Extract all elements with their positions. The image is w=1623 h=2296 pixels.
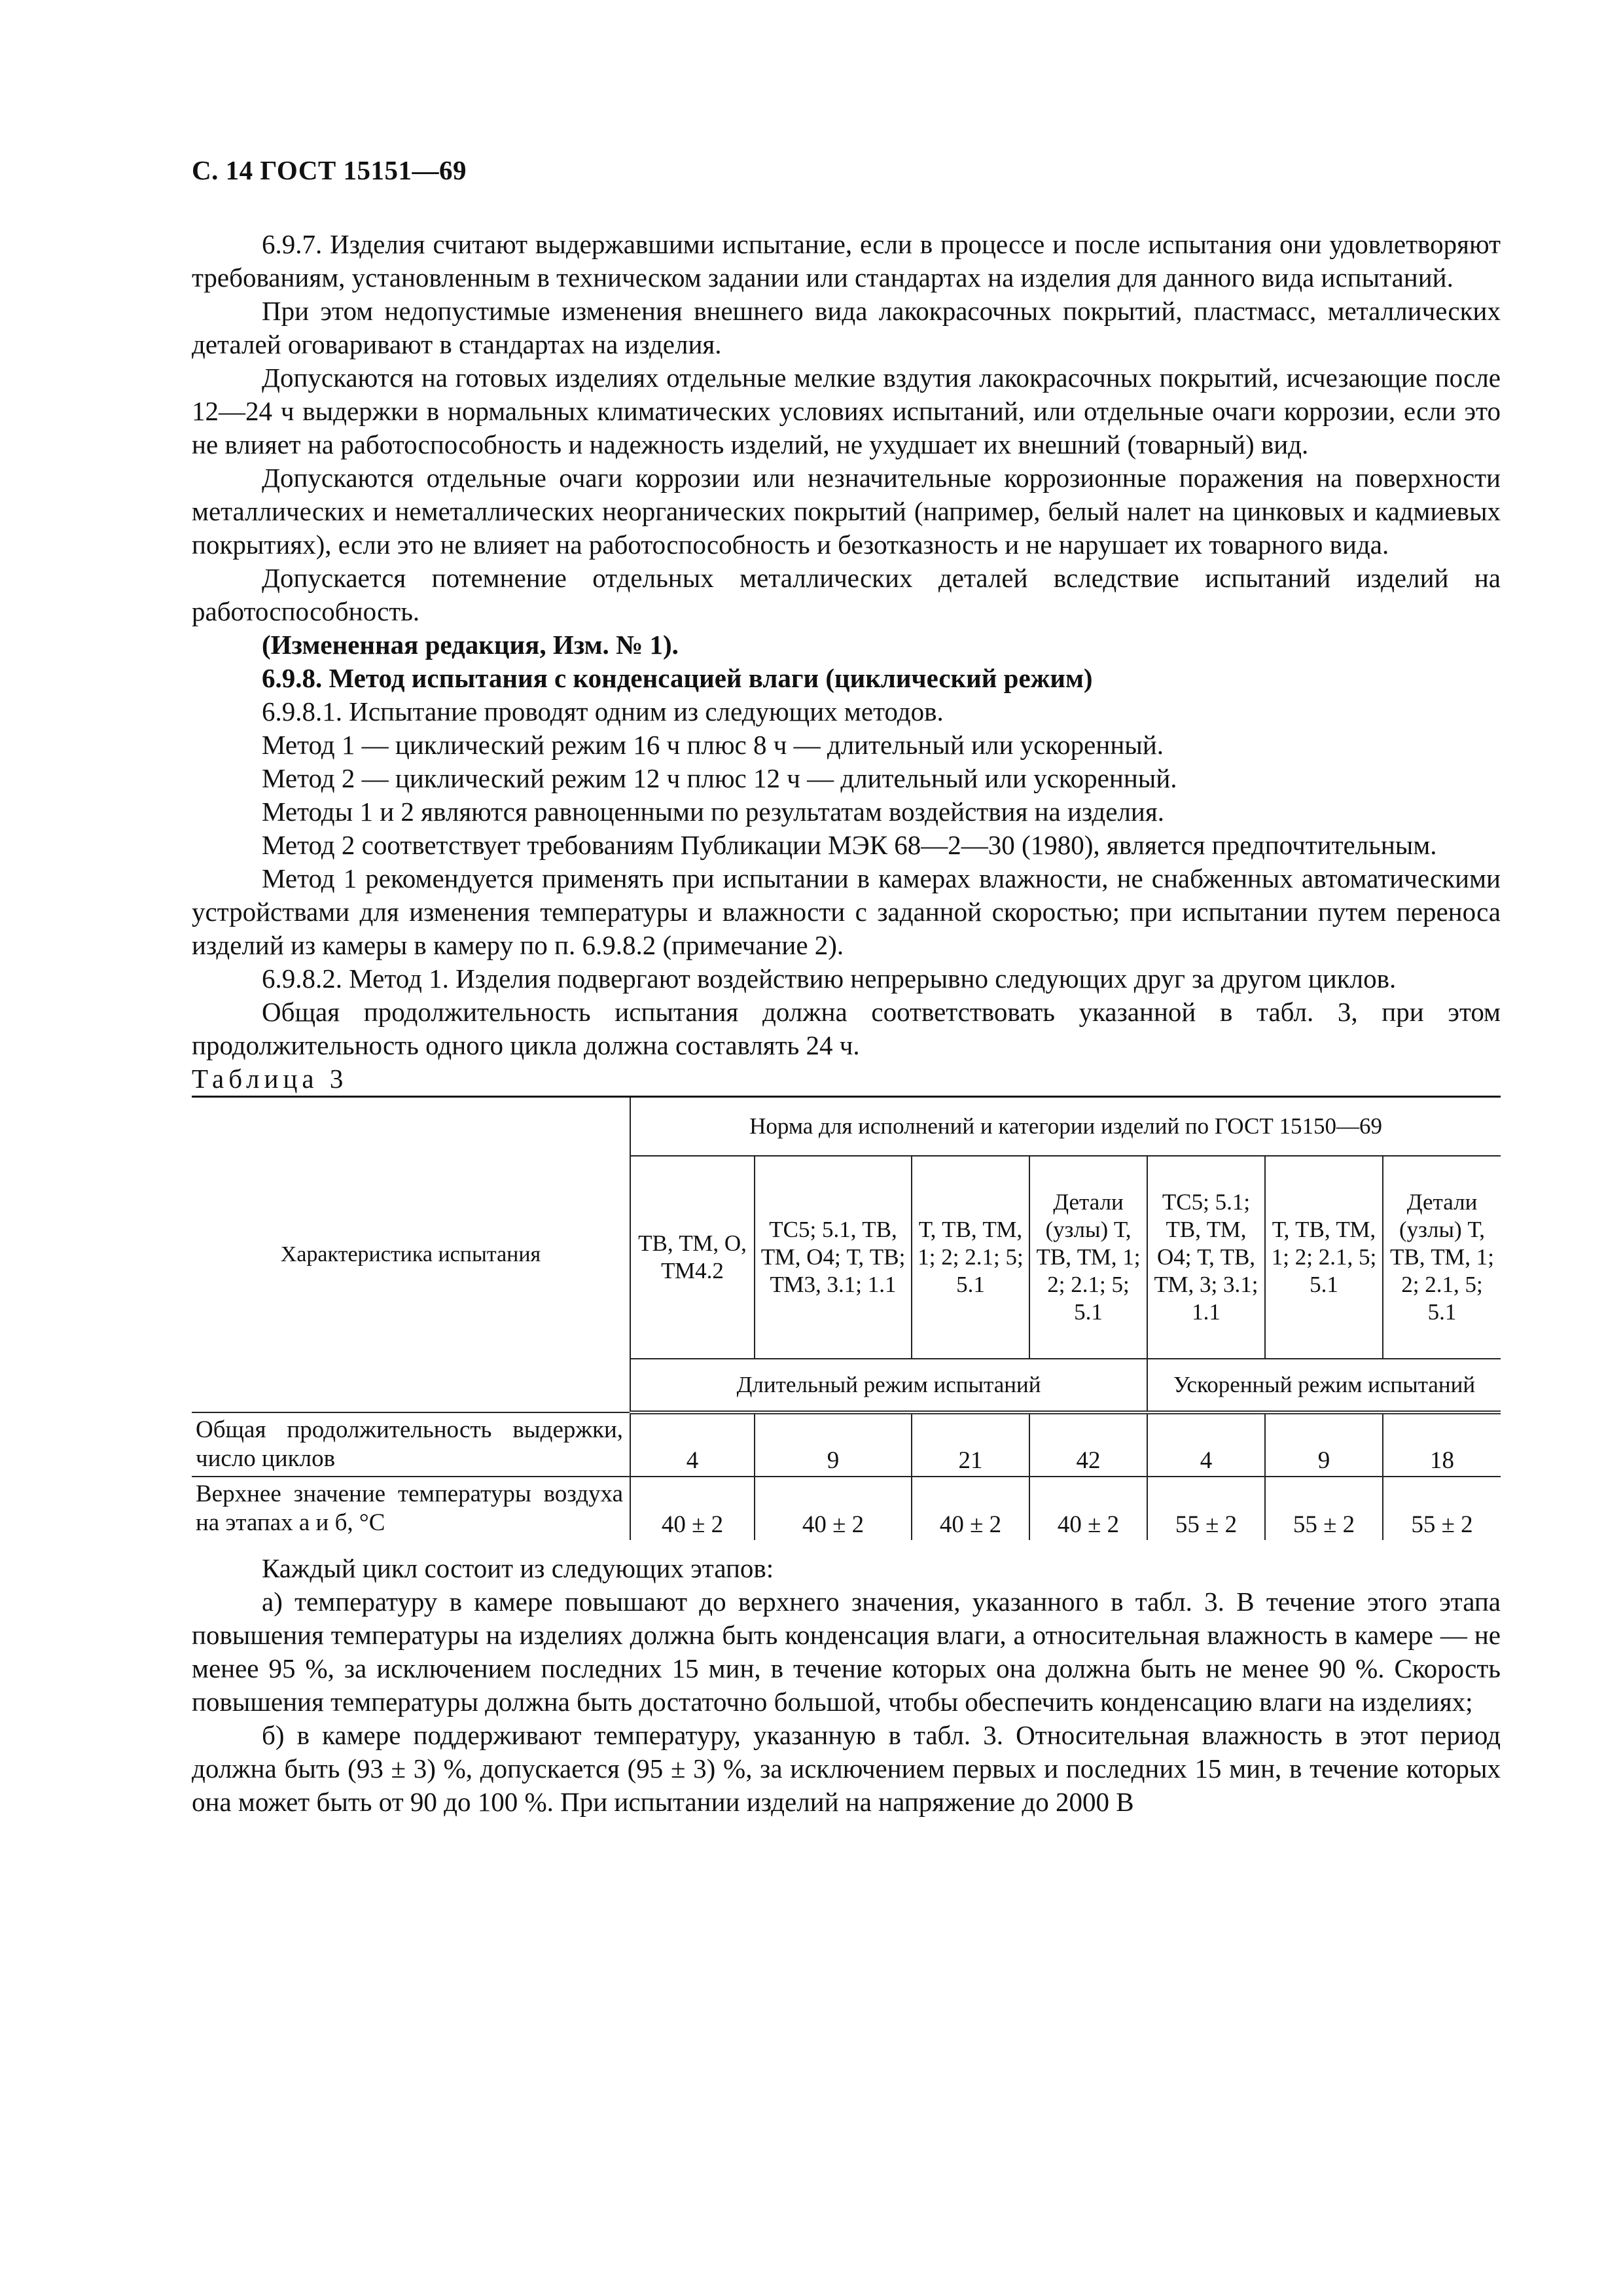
paragraph: Каждый цикл состоит из следующих этапов: [262, 1553, 774, 1583]
table-column-header: Т, ТВ, ТМ, 1; 2; 2.1; 5; 5.1 [912, 1156, 1029, 1359]
table-cell: 40 ± 2 [755, 1477, 912, 1540]
table-caption: Таблица 3 [192, 1064, 348, 1094]
table-cell: 40 ± 2 [630, 1477, 755, 1540]
table-column-header: Детали (узлы) Т, ТВ, ТМ, 1; 2; 2.1, 5; 5.1 [1383, 1156, 1501, 1359]
table-column-header: Детали (узлы) Т, ТВ, ТМ, 1; 2; 2.1; 5; 5.1 [1029, 1156, 1147, 1359]
table-cell: 55 ± 2 [1265, 1477, 1383, 1540]
paragraph: Общая продолжительность испытания должна соответствовать указанной в табл. 3, при этом продолжительность одного цикла должна составлять 24 ч. [192, 997, 1501, 1060]
table-cell: 21 [912, 1412, 1029, 1477]
paragraph: Допускаются на готовых изделиях отдельные мелкие вздутия лакокрасочных покрытий, исчезающие после 12—24 ч выдержки в нормальных климатических условиях испытаний, или отдельные очаги коррозии, если это не влияет на работоспособность и надежность изделий, не ухудшает их внешний (товарный) вид. [192, 363, 1501, 459]
paragraph: Метод 1 — циклический режим 16 ч плюс 8 ч — длительный или ускоренный. [262, 730, 1164, 760]
paragraph: Методы 1 и 2 являются равноценными по результатам воздействия на изделия. [262, 797, 1164, 827]
paragraph: Метод 2 — циклический режим 12 ч плюс 12 ч — длительный или ускоренный. [262, 763, 1177, 793]
table-row-label: Верхнее значение температуры воздуха на этапах а и б, °С [192, 1477, 630, 1540]
table-column-header: ТС5; 5.1, ТВ, ТМ, О4; Т, ТВ; ТМ3, 3.1; 1.1 [755, 1156, 912, 1359]
paragraph: Метод 2 соответствует требованиям Публикации МЭК 68—2—30 (1980), является предпочтительным. [262, 830, 1437, 860]
paragraph: 6.9.7. Изделия считают выдержавшими испытание, если в процессе и после испытания они удовлетворяют требованиям, установленным в техническом задании или стандартах на изделия для данного вида испытаний. [192, 229, 1501, 293]
table-column-header: ТВ, ТМ, О, ТМ4.2 [630, 1156, 755, 1359]
amendment-note: (Измененная редакция, Изм. № 1). [262, 630, 679, 660]
paragraphs-after-table [192, 1552, 1501, 1819]
table-row-label: Общая продолжительность выдержки, число циклов [192, 1412, 630, 1477]
table-cell: 18 [1383, 1412, 1501, 1477]
table-cell: 55 ± 2 [1147, 1477, 1265, 1540]
paragraph: Допускаются отдельные очаги коррозии или незначительные коррозионные поражения на поверхности металлических и неметаллических неорганических покрытий (например, белый налет на цинковых и кадмиевых покрытиях), если это не влияет на работоспособность и безотказность и не нарушает их товарного вида. [192, 463, 1501, 560]
paragraph: Метод 1 рекомендуется применять при испытании в камерах влажности, не снабженных автоматическими устройствами для изменения температуры и влажности с заданной скоростью; при испытании путем переноса изделий из камеры в камеру по п. 6.9.8.2 (примечание 2). [192, 863, 1501, 960]
mode-fast-header: Ускоренный режим испытаний [1147, 1359, 1501, 1412]
section-heading: 6.9.8. Метод испытания с конденсацией влаги (циклический режим) [262, 663, 1093, 693]
paragraph: а) температуру в камере повышают до верхнего значения, указанного в табл. 3. В течение этого этапа повышения температуры на изделиях должна быть конденсация влаги, а относительная влажность в камере — не менее 95 %, за исключением последних 15 мин, в течение которых она должна быть не менее 90 %. Скорость повышения температуры должна быть достаточно большой, чтобы обеспечить конденсацию влаги на изделиях; [192, 1587, 1501, 1717]
table-cell: 9 [755, 1412, 912, 1477]
table-cell: 40 ± 2 [912, 1477, 1029, 1540]
table-3 [192, 1096, 1501, 1540]
table-cell: 55 ± 2 [1383, 1477, 1501, 1540]
paragraph: При этом недопустимые изменения внешнего вида лакокрасочных покрытий, пластмасс, металлических деталей оговаривают в стандартах на изделия. [192, 296, 1501, 359]
table-column-header: ТС5; 5.1; ТВ, ТМ, О4; Т, ТВ, ТМ, 3; 3.1; 1.1 [1147, 1156, 1265, 1359]
page-header: С. 14 ГОСТ 15151—69 [192, 155, 467, 185]
table-cell: 4 [1147, 1412, 1265, 1477]
paragraph: б) в камере поддерживают температуру, указанную в табл. 3. Относительная влажность в этот период должна быть (93 ± 3) %, допускается (95 ± 3) %, за исключением первых и последних 15 мин, в течение которых она может быть от 90 до 100 %. При испытании изделий на напряжение до 2000 В [192, 1720, 1501, 1817]
table-cell: 9 [1265, 1412, 1383, 1477]
table-group-header: Норма для исполнений и категории изделий по ГОСТ 15150—69 [630, 1097, 1501, 1157]
table-cell: 4 [630, 1412, 755, 1477]
paragraph: Допускается потемнение отдельных металлических деталей вследствие испытаний изделий на работоспособность. [192, 563, 1501, 626]
mode-long-header: Длительный режим испытаний [630, 1359, 1147, 1412]
paragraph: 6.9.8.2. Метод 1. Изделия подвергают воздействию непрерывно следующих друг за другом циклов. [262, 963, 1397, 994]
paragraph: 6.9.8.1. Испытание проводят одним из следующих методов. [262, 696, 944, 726]
document-body [192, 228, 1501, 1819]
table-column-header: Т, ТВ, ТМ, 1; 2; 2.1, 5; 5.1 [1265, 1156, 1383, 1359]
table-cell: 40 ± 2 [1029, 1477, 1147, 1540]
table-cell: 42 [1029, 1412, 1147, 1477]
table-row-header: Характеристика испытания [192, 1097, 630, 1413]
